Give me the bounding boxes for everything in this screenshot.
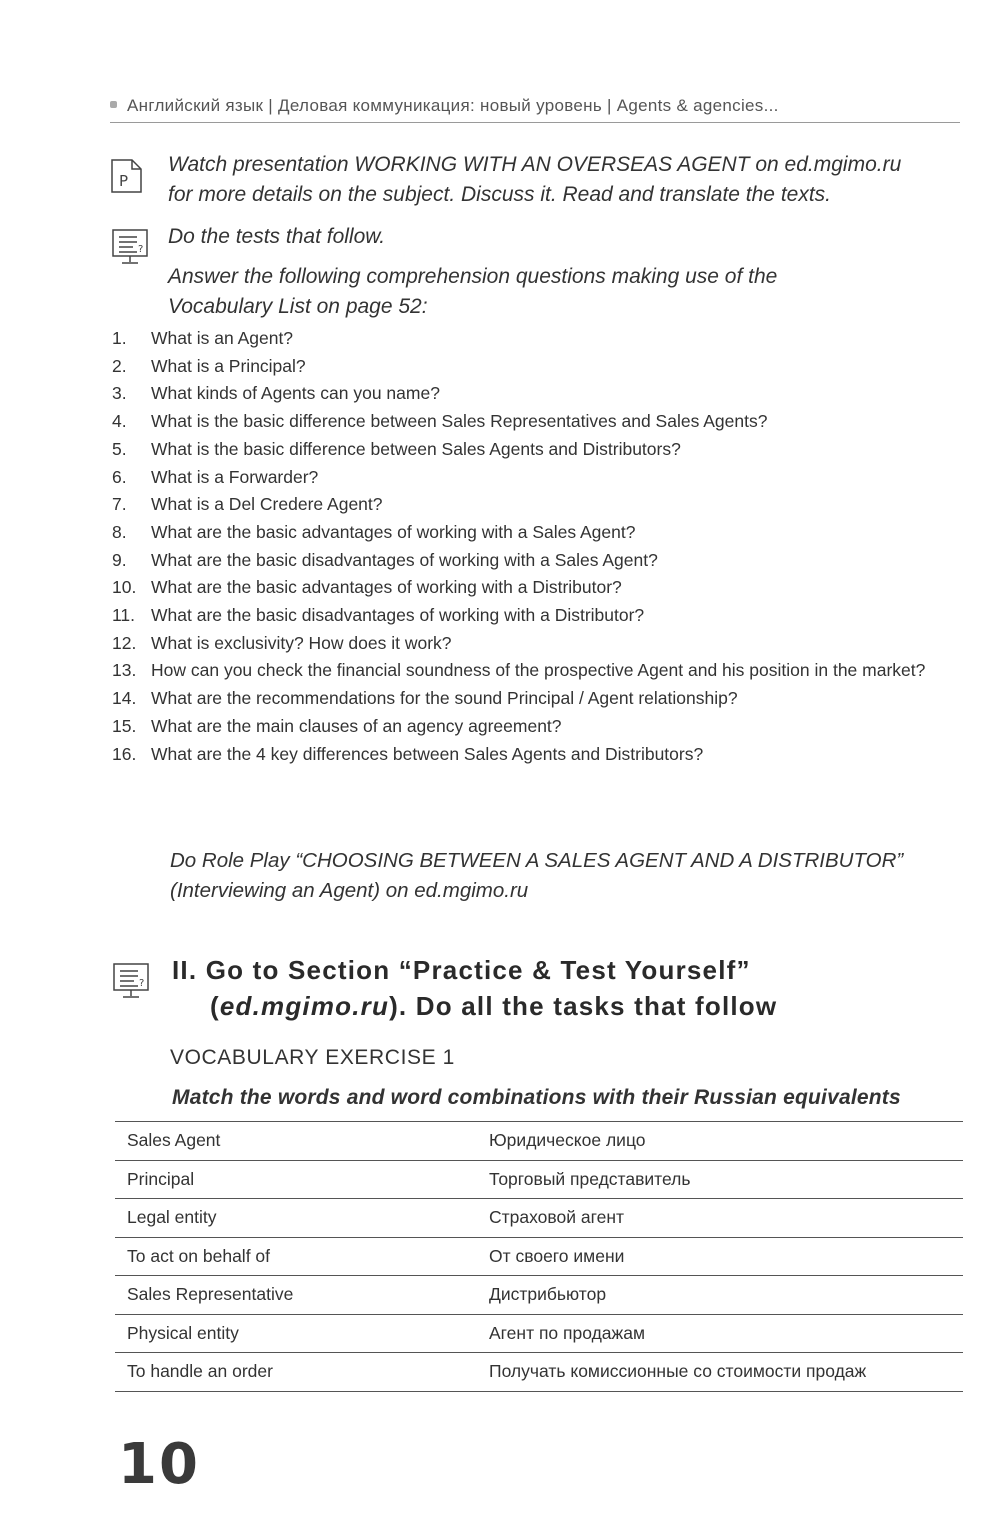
question-item: 11. What are the basic disadvantages of working with a Distributor? — [112, 605, 645, 626]
presentation-line-2: for more details on the subject. Discuss it. Read and translate the texts. — [168, 183, 831, 206]
tests-instruction: Do the tests that follow. — [168, 225, 386, 248]
svg-text:P: P — [119, 172, 129, 190]
english-term: Principal — [115, 1160, 485, 1199]
role-play-line-1: Do Role Play “CHOOSING BETWEEN A SALES AGENT AND A DISTRIBUTOR” — [170, 849, 904, 872]
question-item: 2. What is a Principal? — [112, 355, 306, 376]
page-number: 10 — [118, 1432, 200, 1497]
question-item: 8. What are the basic advantages of working with a Sales Agent? — [112, 521, 636, 542]
comprehension-questions — [112, 325, 972, 768]
table-row — [115, 1160, 963, 1199]
english-term: Legal entity — [115, 1199, 485, 1238]
english-term: Sales Representative — [115, 1276, 485, 1315]
english-term: To act on behalf of — [115, 1237, 485, 1276]
table-row — [115, 1122, 963, 1161]
running-header — [110, 96, 960, 123]
question-item: 16. What are the 4 key differences between Sales Agents and Distributors? — [112, 743, 704, 764]
questions-intro-line-1: Answer the following comprehension questions making use of the — [168, 265, 778, 288]
presentation-instruction — [168, 150, 901, 210]
section-title-line-1: II. Go to Section “Practice & Test Yourself” — [172, 955, 751, 985]
english-term: Sales Agent — [115, 1122, 485, 1161]
computer-test-icon — [111, 228, 151, 268]
question-item: 10. What are the basic advantages of working with a Distributor? — [112, 577, 622, 598]
question-item: 3. What kinds of Agents can you name? — [112, 383, 440, 404]
questions-intro-line-2: Vocabulary List on page 52: — [168, 295, 428, 318]
role-play-instruction — [170, 846, 903, 906]
russian-equivalent: Торговый представитель — [485, 1160, 963, 1199]
role-play-line-2: (Interviewing an Agent) on ed.mgimo.ru — [170, 879, 529, 902]
section-site-link: ed.mgimo.ru — [219, 991, 390, 1021]
section-title-line-2: (ed.mgimo.ru). Do all the tasks that follow — [210, 991, 778, 1021]
svg-text:?: ? — [138, 244, 144, 255]
header-text: Английский язык | Деловая коммуникация: новый уровень | Agents & agencies... — [127, 96, 779, 115]
russian-equivalent: От своего имени — [485, 1237, 963, 1276]
russian-equivalent: Страховой агент — [485, 1199, 963, 1238]
question-item: 5. What is the basic difference between Sales Agents and Distributors? — [112, 438, 681, 459]
vocabulary-exercise-label: VOCABULARY EXERCISE 1 — [170, 1046, 455, 1069]
table-row — [115, 1237, 963, 1276]
question-item: 14. What are the recommendations for the sound Principal / Agent relationship? — [112, 688, 738, 709]
question-item: 1. What is an Agent? — [112, 328, 294, 348]
table-row — [115, 1276, 963, 1315]
header-bullet-icon — [110, 101, 117, 108]
vocabulary-instruction: Match the words and word combinations with their Russian equivalents — [172, 1086, 901, 1109]
question-item: 9. What are the basic disadvantages of working with a Sales Agent? — [112, 549, 658, 570]
russian-equivalent: Дистрибьютор — [485, 1276, 963, 1315]
question-item: 7. What is a Del Credere Agent? — [112, 494, 383, 515]
svg-text:?: ? — [139, 978, 145, 989]
english-term: To handle an order — [115, 1353, 485, 1392]
section-title — [172, 952, 777, 1024]
question-item: 13. How can you check the financial soundness of the prospective Agent and his position in the market? — [112, 660, 926, 681]
questions-intro — [168, 262, 777, 322]
question-item: 15. What are the main clauses of an agency agreement? — [112, 715, 562, 736]
russian-equivalent: Юридическое лицо — [485, 1122, 963, 1161]
vocabulary-table — [115, 1121, 963, 1392]
table-row — [115, 1314, 963, 1353]
presentation-line-1: Watch presentation WORKING WITH AN OVERSEAS AGENT on ed.mgimo.ru — [168, 153, 902, 176]
computer-test-icon — [112, 962, 152, 1002]
russian-equivalent: Агент по продажам — [485, 1314, 963, 1353]
english-term: Physical entity — [115, 1314, 485, 1353]
presentation-file-icon — [110, 158, 144, 194]
table-row — [115, 1199, 963, 1238]
russian-equivalent: Получать комиссионные со стоимости продаж — [485, 1353, 963, 1392]
question-item: 4. What is the basic difference between Sales Representatives and Sales Agents? — [112, 411, 768, 432]
question-item: 12. What is exclusivity? How does it work? — [112, 632, 452, 653]
table-row — [115, 1353, 963, 1392]
question-item: 6. What is a Forwarder? — [112, 466, 319, 487]
